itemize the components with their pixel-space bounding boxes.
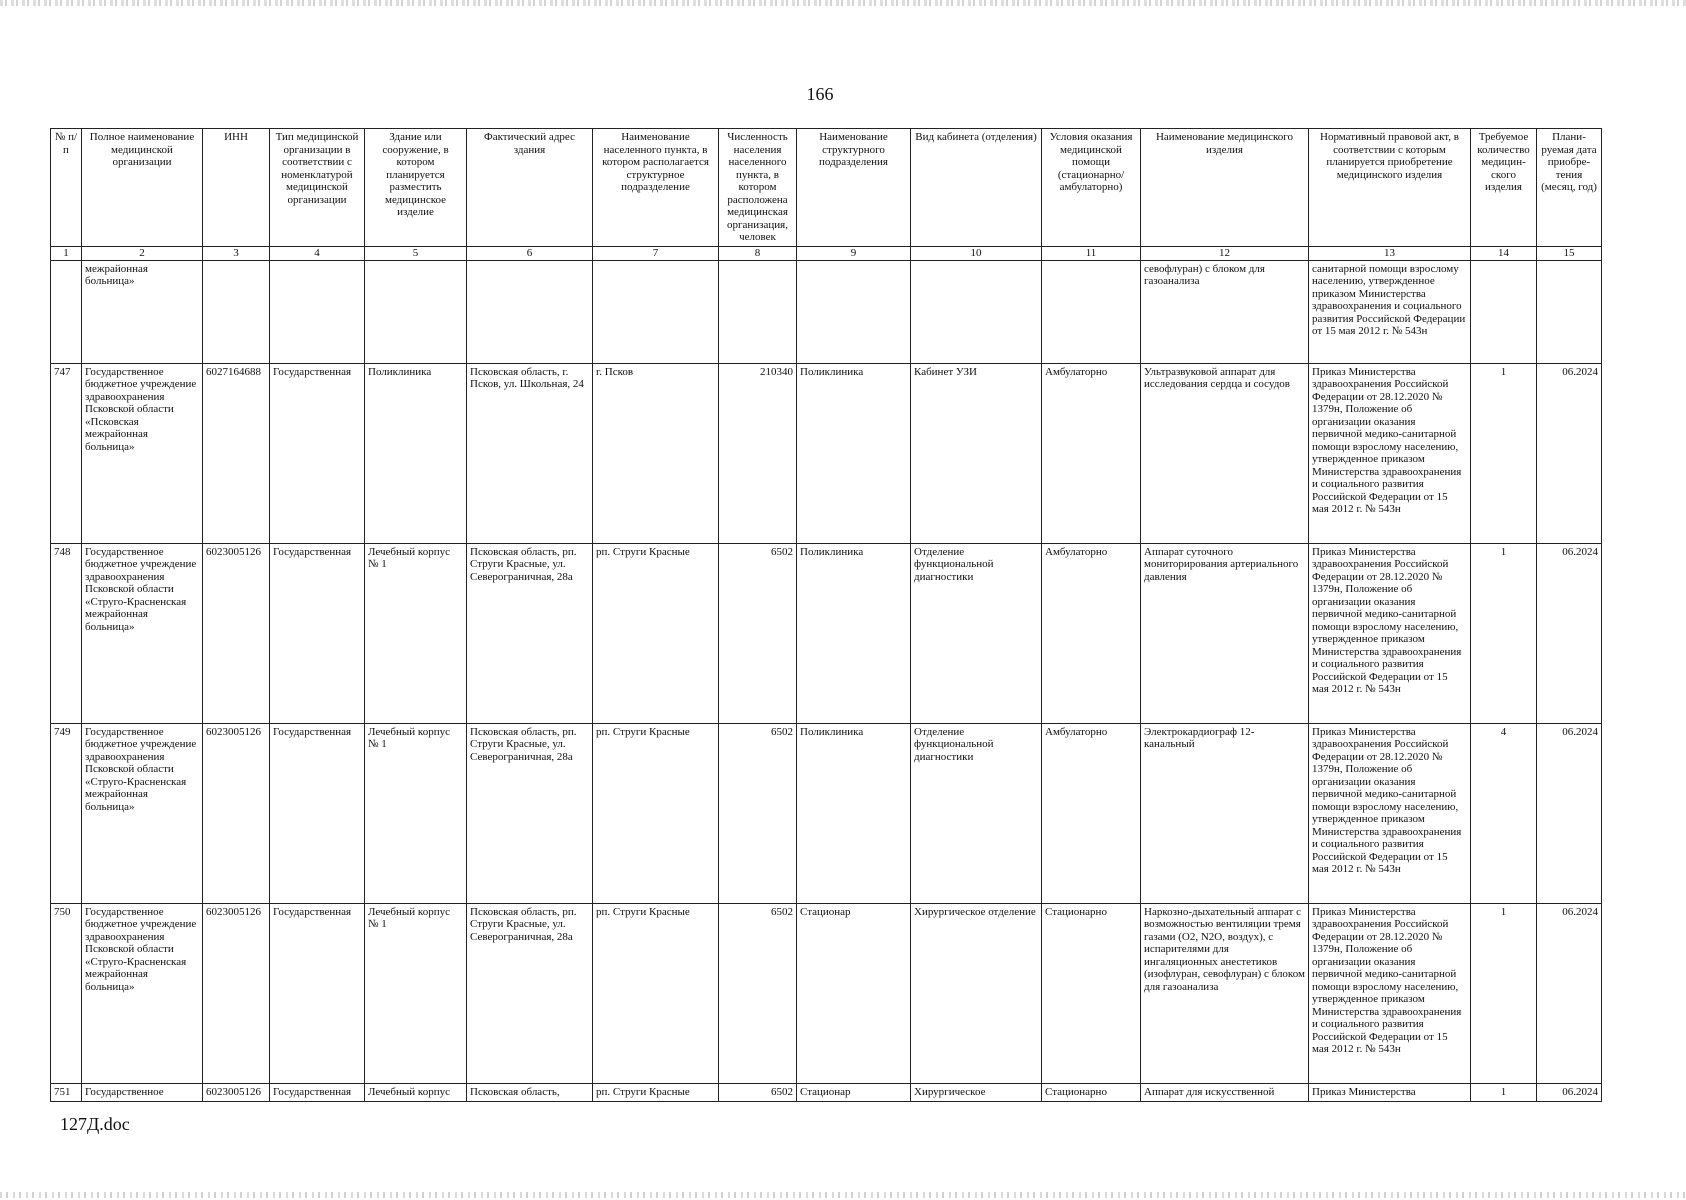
scan-edge-bottom [0,1192,1686,1198]
scan-edge-top [0,0,1686,6]
page-number: 166 [806,84,834,104]
cell-population: 6502 [719,723,797,903]
cell-locality: рп. Струги Красные [593,723,719,903]
cell-building: Поликлиника [365,363,467,543]
header-cell: Наименование медицинского изделия [1141,129,1309,247]
cell-inn: 6023005126 [203,543,270,723]
cell-cabinet: Отделение функциональной диагностики [911,543,1042,723]
medical-equipment-table [50,128,1602,1102]
cell-qty: 1 [1471,1083,1537,1101]
cell-device: севофлуран) с блоком для газоанализа [1141,260,1309,363]
cell-conditions: Стационарно [1042,1083,1141,1101]
cell-address: Псковская область, рп. Струги Красные, ул. Северограничная, 28а [467,903,593,1083]
cell-act: Приказ Министерства [1309,1083,1471,1101]
cell-num: 750 [51,903,82,1083]
cell-org: Государственное бюджетное учреждение здравоохранения Псковской области «Струго-Красненская межрайонная больница» [82,723,203,903]
column-number: 12 [1141,246,1309,260]
header-cell: Полное наименование медицинской организации [82,129,203,247]
cell-type: Государственная [270,1083,365,1101]
cell-address: Псковская область, г. Псков, ул. Школьная, 24 [467,363,593,543]
cell-building: Лечебный корпус [365,1083,467,1101]
cell-unit: Стационар [797,1083,911,1101]
cell-unit: Поликлиника [797,543,911,723]
cell-inn: 6023005126 [203,723,270,903]
cell-locality: рп. Струги Красные [593,543,719,723]
cell-population: 6502 [719,903,797,1083]
cell-num: 751 [51,1083,82,1101]
column-number: 3 [203,246,270,260]
column-number: 6 [467,246,593,260]
header-cell: Плани-руемая дата приобре-тения (месяц, год) [1537,129,1602,247]
cell-act: Приказ Министерства здравоохранения Российской Федерации от 28.12.2020 № 1379н, Положение об организации оказания первичной медико-санитарной помощи взрослому населению, утвержденное приказом Министерства здравоохранения и социального развития Российской Федерации от 15 мая 2012 г. № 543н [1309,543,1471,723]
table-row-partial [51,1083,1602,1101]
header-cell: Численность населения населенного пункта, в котором расположена медицинская организация, человек [719,129,797,247]
header-cell: Условия оказания медицинской помощи (стационарно/ амбулаторно) [1042,129,1141,247]
cell-act: Приказ Министерства здравоохранения Российской Федерации от 28.12.2020 № 1379н, Положение об организации оказания первичной медико-санитарной помощи взрослому населению, утвержденное приказом Министерства здравоохранения и социального развития Российской Федерации от 15 мая 2012 г. № 543н [1309,903,1471,1083]
cell-unit: Стационар [797,903,911,1083]
cell-conditions: Амбулаторно [1042,723,1141,903]
column-number-row [51,246,1602,260]
cell-device: Наркозно-дыхательный аппарат с возможностью вентиляции тремя газами (О2, N2O, воздух), с испарителями для ингаляционных анестетиков (изофлуран, севофлуран) с блоком для газоанализа [1141,903,1309,1083]
column-number: 15 [1537,246,1602,260]
cell-type: Государственная [270,903,365,1083]
cell-qty: 1 [1471,363,1537,543]
header-cell: Фактический адрес здания [467,129,593,247]
header-cell: Наименование структурного подразделения [797,129,911,247]
column-number: 1 [51,246,82,260]
cell-unit: Поликлиника [797,363,911,543]
column-number: 8 [719,246,797,260]
header-cell: Нормативный правовой акт, в соответствии с которым планируется приобретение медицинского изделия [1309,129,1471,247]
cell-date: 06.2024 [1537,723,1602,903]
cell-org: Государственное бюджетное учреждение здравоохранения Псковской области «Псковская межрайонная больница» [82,363,203,543]
cell-device: Аппарат суточного мониторирования артериального давления [1141,543,1309,723]
header-cell: Требуемое количество медицин-ского изделия [1471,129,1537,247]
header-cell: № п/п [51,129,82,247]
cell-inn: 6023005126 [203,1083,270,1101]
header-cell: Здание или сооружение, в котором планируется разместить медицинское изделие [365,129,467,247]
column-number: 2 [82,246,203,260]
cell-date: 06.2024 [1537,543,1602,723]
cell-address: Псковская область, [467,1083,593,1101]
cell-cabinet: Хирургическое отделение [911,903,1042,1083]
cell-qty: 1 [1471,903,1537,1083]
header-cell: ИНН [203,129,270,247]
table-row [51,543,1602,723]
cell-population: 6502 [719,543,797,723]
cell-type: Государственная [270,363,365,543]
cell-device: Электрокардиограф 12-канальный [1141,723,1309,903]
cell-num: 749 [51,723,82,903]
cell-num: 747 [51,363,82,543]
cell-building: Лечебный корпус № 1 [365,723,467,903]
cell-qty: 1 [1471,543,1537,723]
continuation-row [51,260,1602,363]
cell-type: Государственная [270,543,365,723]
cell-cabinet: Отделение функциональной диагностики [911,723,1042,903]
cell-cabinet: Хирургическое [911,1083,1042,1101]
header-row [51,129,1602,247]
column-number: 4 [270,246,365,260]
cell-locality: рп. Струги Красные [593,903,719,1083]
cell-inn: 6027164688 [203,363,270,543]
column-number: 11 [1042,246,1141,260]
cell-locality: рп. Струги Красные [593,1083,719,1101]
cell-cabinet: Кабинет УЗИ [911,363,1042,543]
table-row [51,723,1602,903]
column-number: 13 [1309,246,1471,260]
column-number: 9 [797,246,911,260]
cell-locality: г. Псков [593,363,719,543]
cell-date: 06.2024 [1537,1083,1602,1101]
cell-conditions: Амбулаторно [1042,363,1141,543]
cell-act: Приказ Министерства здравоохранения Российской Федерации от 28.12.2020 № 1379н, Положение об организации оказания первичной медико-санитарной помощи взрослому населению, утвержденное приказом Министерства здравоохранения и социального развития Российской Федерации от 15 мая 2012 г. № 543н [1309,723,1471,903]
cell-building: Лечебный корпус № 1 [365,903,467,1083]
header-cell: Вид кабинета (отделения) [911,129,1042,247]
column-number: 7 [593,246,719,260]
cell-act: санитарной помощи взрослому населению, утвержденное приказом Министерства здравоохранения и социального развития Российской Федерации от 15 мая 2012 г. № 543н [1309,260,1471,363]
cell-device: Аппарат для искусственной [1141,1083,1309,1101]
cell-num: 748 [51,543,82,723]
cell-org: Государственное бюджетное учреждение здравоохранения Псковской области «Струго-Красненская межрайонная больница» [82,543,203,723]
cell-population: 6502 [719,1083,797,1101]
header-cell: Тип медицинской организации в соответствии с номенклатурой медицинской организации [270,129,365,247]
cell-address: Псковская область, рп. Струги Красные, ул. Северограничная, 28а [467,543,593,723]
cell-unit: Поликлиника [797,723,911,903]
cell-building: Лечебный корпус № 1 [365,543,467,723]
cell-date: 06.2024 [1537,363,1602,543]
column-number: 14 [1471,246,1537,260]
cell-act: Приказ Министерства здравоохранения Российской Федерации от 28.12.2020 № 1379н, Положение об организации оказания первичной медико-санитарной помощи взрослому населению, утвержденное приказом Министерства здравоохранения и социального развития Российской Федерации от 15 мая 2012 г. № 543н [1309,363,1471,543]
column-number: 10 [911,246,1042,260]
cell-conditions: Амбулаторно [1042,543,1141,723]
cell-org: межрайонная больница» [82,260,203,363]
header-cell: Наименование населенного пункта, в котором располагается структурное подразделение [593,129,719,247]
cell-qty: 4 [1471,723,1537,903]
cell-inn: 6023005126 [203,903,270,1083]
cell-org: Государственное [82,1083,203,1101]
cell-address: Псковская область, рп. Струги Красные, ул. Северограничная, 28а [467,723,593,903]
cell-type: Государственная [270,723,365,903]
column-number: 5 [365,246,467,260]
cell-date: 06.2024 [1537,903,1602,1083]
table-row [51,903,1602,1083]
cell-population: 210340 [719,363,797,543]
cell-org: Государственное бюджетное учреждение здравоохранения Псковской области «Струго-Красненская межрайонная больница» [82,903,203,1083]
cell-conditions: Стационарно [1042,903,1141,1083]
cell-device: Ультразвуковой аппарат для исследования сердца и сосудов [1141,363,1309,543]
table-row [51,363,1602,543]
footer-filename: 127Д.doc [60,1114,130,1134]
